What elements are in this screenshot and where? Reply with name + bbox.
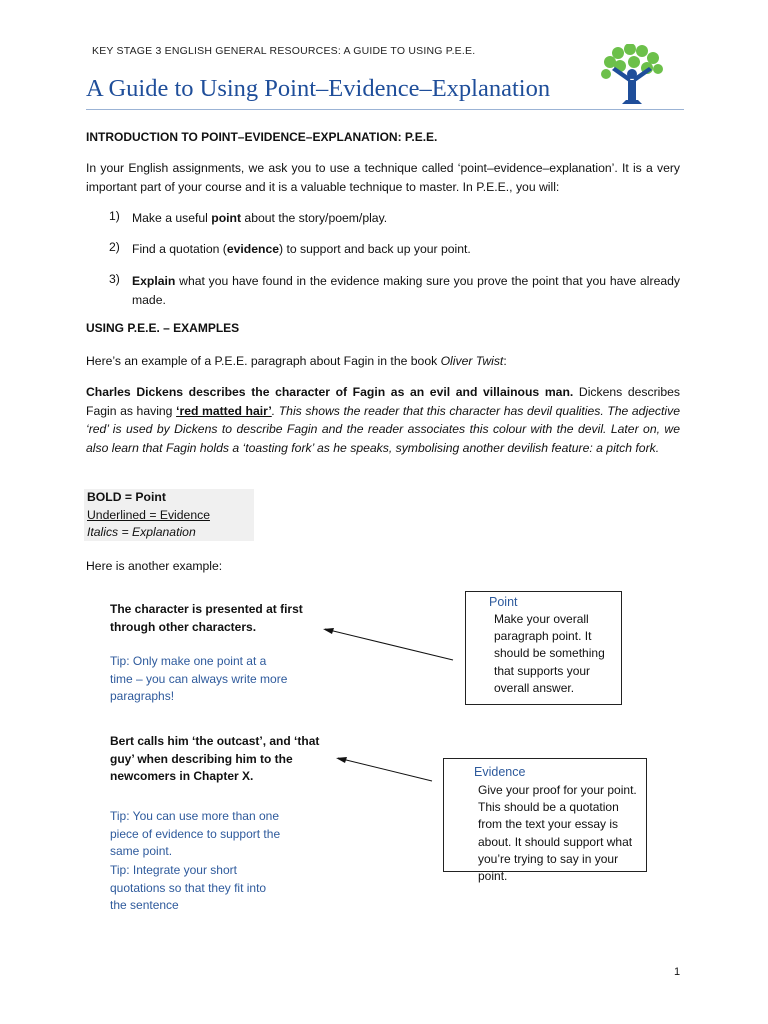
point-box-text: Make your overall paragraph point. It should be something that supports your overall answer. bbox=[494, 612, 605, 695]
intro-paragraph: In your English assignments, we ask you to use a technique called ‘point–evidence–explanation’. It is a very important part of your course and it is a valuable technique to master. In P.E.E., you will: bbox=[86, 161, 680, 194]
running-header: KEY STAGE 3 ENGLISH GENERAL RESOURCES: A GUIDE TO USING P.E.E. bbox=[92, 45, 476, 57]
list-item-1: Make a useful point about the story/poem/play. bbox=[132, 211, 388, 225]
page-title: A Guide to Using Point–Evidence–Explanation bbox=[86, 75, 551, 102]
intro-heading: INTRODUCTION TO POINT–EVIDENCE–EXPLANATION: P.E.E. bbox=[86, 130, 438, 144]
legend-bold: BOLD = Point bbox=[87, 490, 166, 504]
example-explanation: . This shows the reader that this character has devil qualities. The adjective ‘red’ is used by Dickens to describe Fagin and the reader associates this colour with the devil. Later on, we also learn that Fagin holds a ‘toasting fork’ as he speaks, symbolising another devilish feature: a pitch fork. bbox=[86, 403, 680, 455]
evidence-arrowhead bbox=[336, 757, 347, 763]
list-item-2: Find a quotation (evidence) to support and back up your point. bbox=[132, 242, 471, 256]
examples-intro: Here’s an example of a P.E.E. paragraph about Fagin in the book Oliver Twist: bbox=[86, 354, 507, 368]
list-number-3: 3) bbox=[109, 272, 120, 286]
page-number: 1 bbox=[674, 966, 681, 978]
evidence-box-text: Give your proof for your point. This should be a quotation from the text your essay is about. It should support what you’re trying to say in your point. bbox=[478, 783, 637, 884]
example-point: Charles Dickens describes the character of Fagin as an evil and villainous man. bbox=[86, 385, 574, 399]
point-arrowhead bbox=[323, 628, 334, 634]
another-example-label: Here is another example: bbox=[86, 559, 223, 573]
example-evidence: ‘red matted hair’ bbox=[176, 403, 272, 418]
example-point-text: The character is presented at first through other characters. bbox=[110, 602, 303, 634]
evidence-box-title: Evidence bbox=[474, 765, 526, 779]
evidence-arrow bbox=[338, 758, 432, 781]
tip-integrate-quotations: Tip: Integrate your short quotations so that they fit into the sentence bbox=[110, 863, 267, 912]
examples-heading: USING P.E.E. – EXAMPLES bbox=[86, 321, 240, 335]
legend-italics: Italics = Explanation bbox=[87, 525, 196, 539]
tip-one-point: Tip: Only make one point at a time – you can always write more paragraphs! bbox=[110, 654, 288, 703]
point-arrow bbox=[325, 629, 453, 660]
example-paragraph: Charles Dickens describes the character of Fagin as an evil and villainous man. Dickens describes Fagin as having ‘red matted hair’. This shows the reader that this character has devil qualities. The adjective ‘red’ is used by Dickens to describe Fagin and the reader associates this colour with the devil. Later on, we also learn that Fagin holds a ‘toasting fork’ as he speaks, symbolising another devilish feature: a pitch fork. bbox=[86, 385, 681, 455]
list-item-3: Explain what you have found in the evidence making sure you prove the point that you have already made. bbox=[132, 274, 680, 307]
point-box-title: Point bbox=[489, 595, 518, 609]
tip-more-evidence: Tip: You can use more than one piece of evidence to support the same point. bbox=[110, 809, 281, 858]
example-evidence-text: Bert calls him ‘the outcast’, and ‘that guy’ when describing him to the newcomers in Chapter X. bbox=[110, 734, 320, 783]
list-number-2: 2) bbox=[109, 240, 120, 254]
list-number-1: 1) bbox=[109, 209, 120, 223]
legend-underlined: Underlined = Evidence bbox=[87, 507, 210, 522]
